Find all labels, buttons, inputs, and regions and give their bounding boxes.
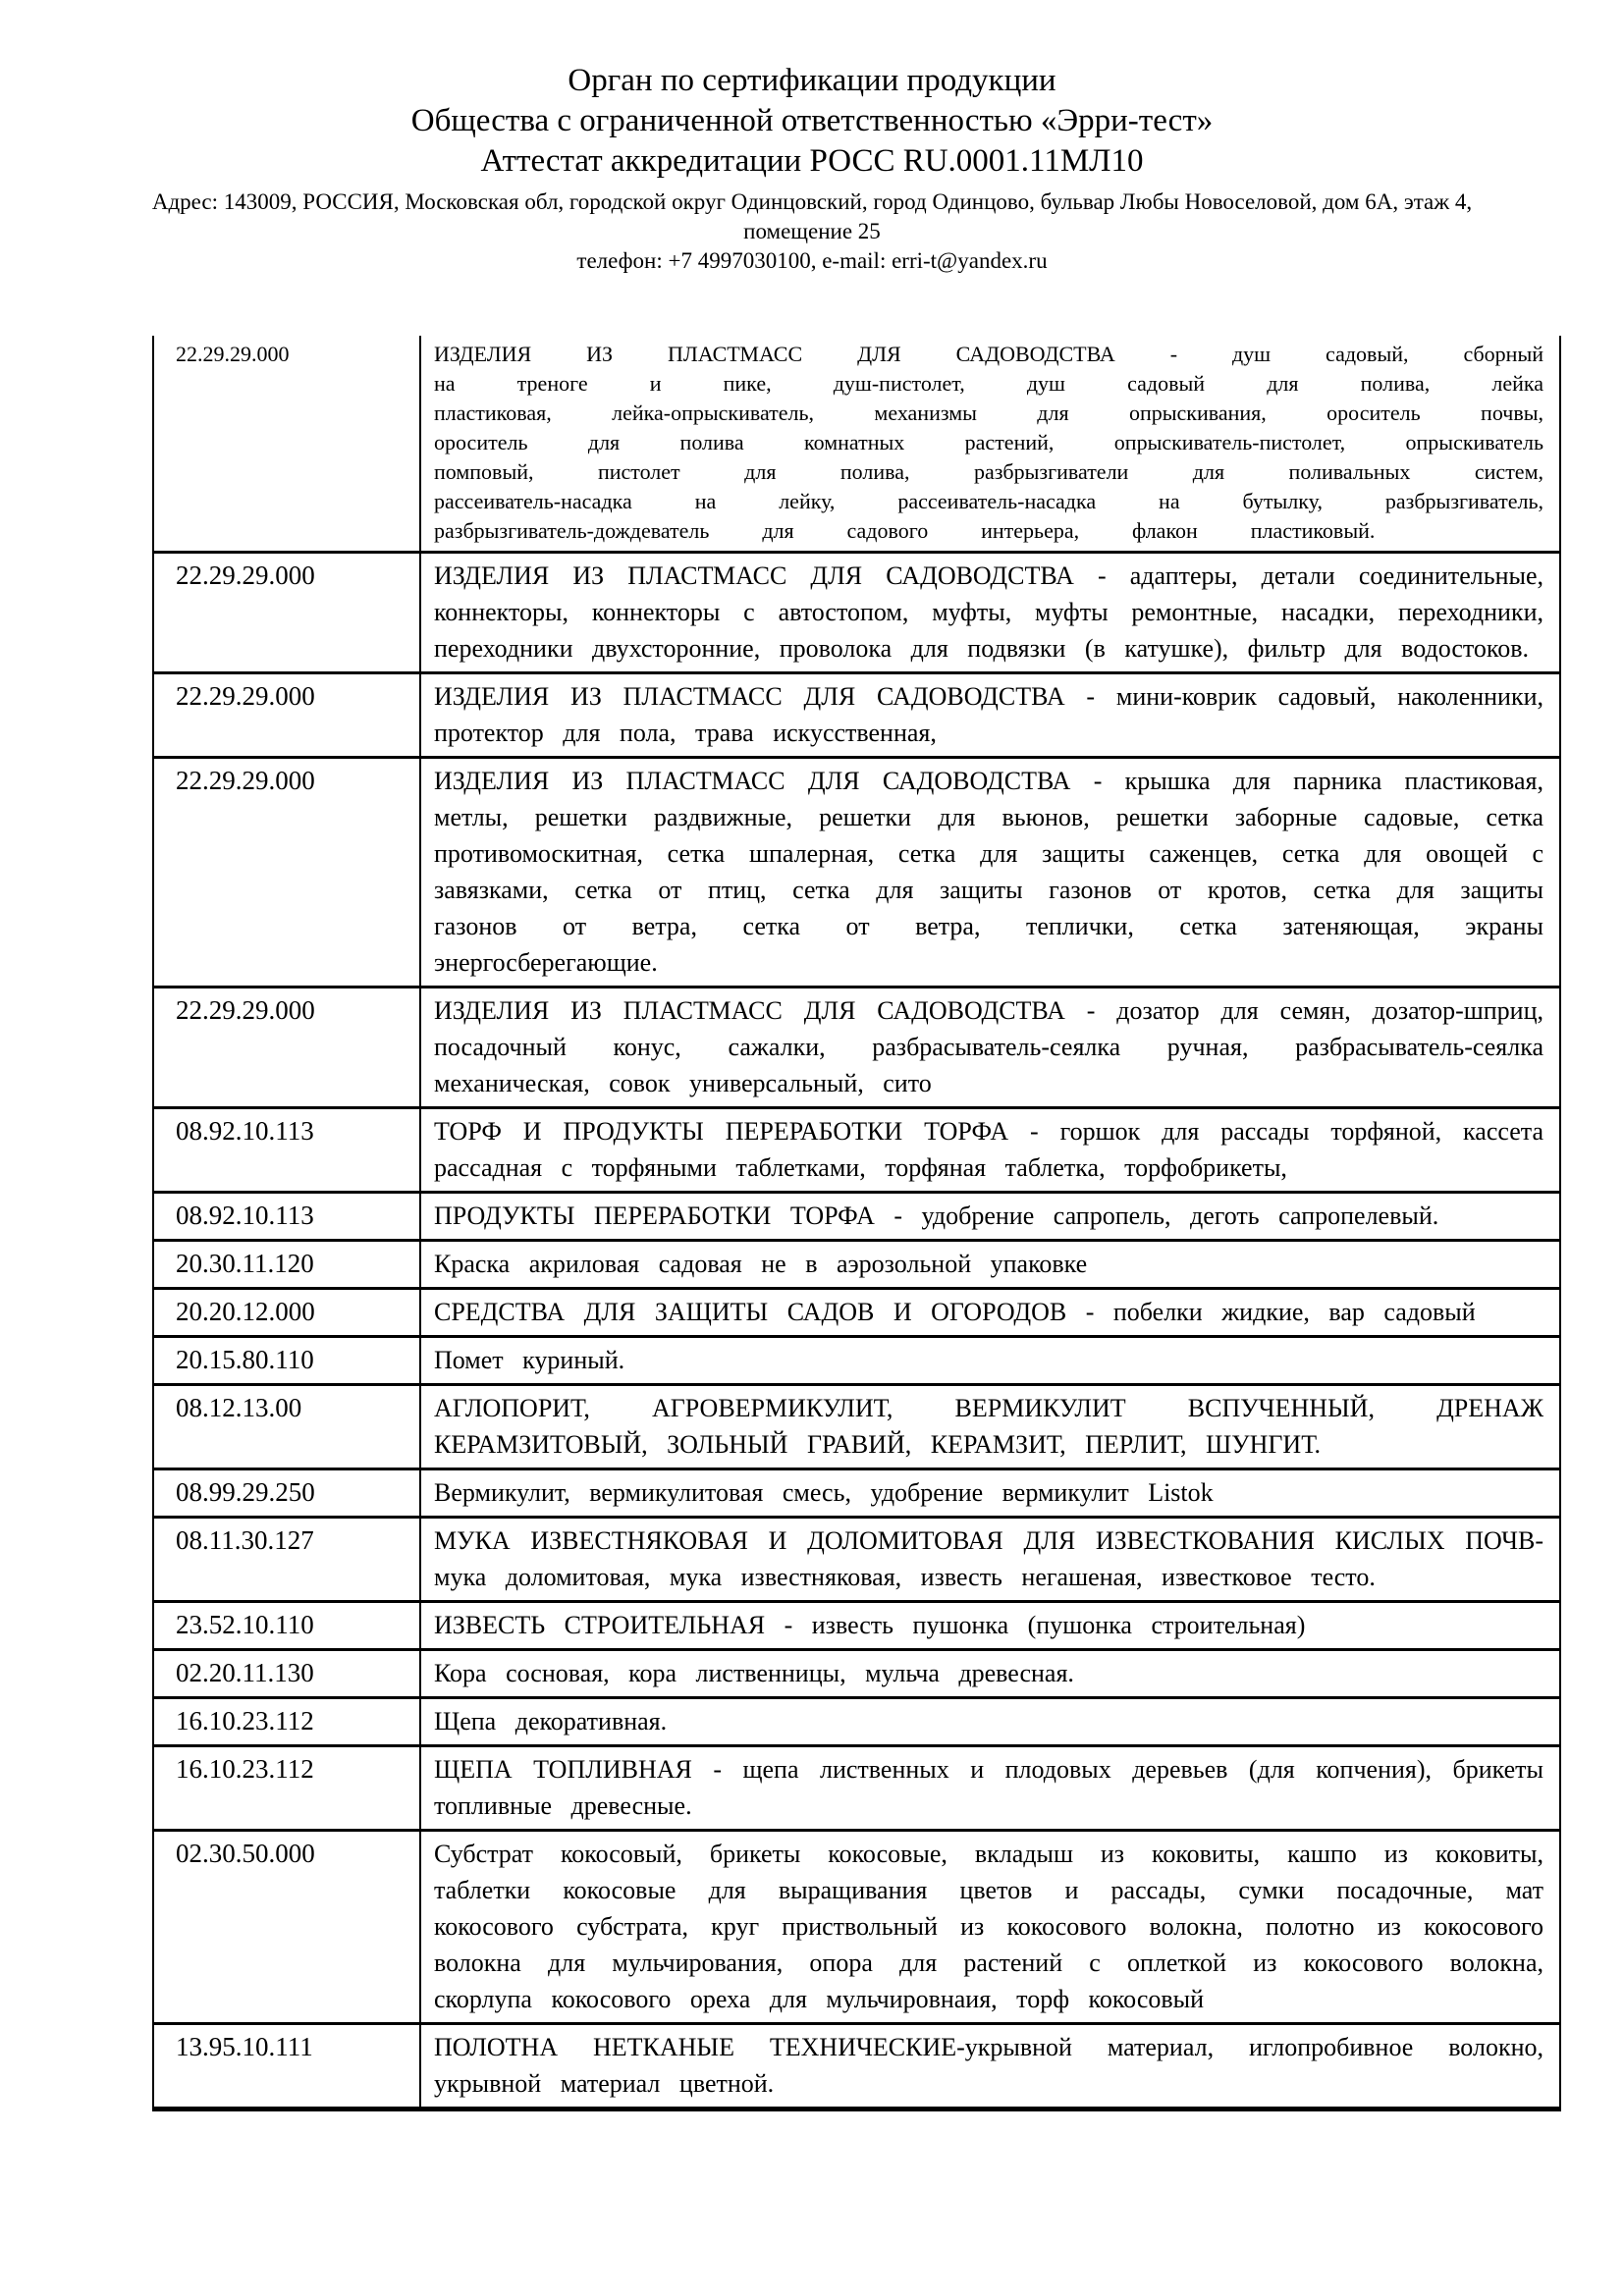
- table-row: [153, 1469, 1560, 1518]
- table-row: [153, 1650, 1560, 1698]
- product-codes-table-body: [153, 336, 1560, 2109]
- product-description-cell: Помет куриный.: [434, 1346, 625, 1374]
- table-row: [153, 673, 1560, 758]
- product-description-cell: Субстрат кокосовый, брикеты кокосовые, вкладыш из коковиты, кашпо из коковиты, таблетки кокосовые для выращивания цветов и рассады, сумки посадочные, мат кокосового субстрата, круг приствольный из кокосового волокна, полотно из кокосового волокна для мульчирования, опора для растений с оплеткой из кокосового волокна, скорлупа кокосового ореха для мульчировнаия, торф кокосовый: [434, 1840, 1543, 2013]
- product-code-cell: 08.92.10.113: [153, 1108, 420, 1193]
- product-code-cell: 02.30.50.000: [153, 1831, 420, 2024]
- product-code-cell: 08.11.30.127: [153, 1518, 420, 1602]
- product-description-cell: ПОЛОТНА НЕТКАНЫЕ ТЕХНИЧЕСКИЕ-укрывной материал, иглопробивное волокно, укрывной материал цветной.: [434, 2033, 1543, 2098]
- product-description-cell: Кора сосновая, кора лиственницы, мульча древесная.: [434, 1659, 1074, 1687]
- product-code-cell: 08.99.29.250: [153, 1469, 420, 1518]
- table-row: [153, 1698, 1560, 1746]
- product-code-cell: 23.52.10.110: [153, 1602, 420, 1650]
- table-row: [153, 2024, 1560, 2109]
- product-description-cell: СРЕДСТВА ДЛЯ ЗАЩИТЫ САДОВ И ОГОРОДОВ - побелки жидкие, вар садовый: [434, 1298, 1476, 1326]
- table-row: [153, 758, 1560, 988]
- table-row: [153, 553, 1560, 673]
- product-description-cell: АГЛОПОРИТ, АГРОВЕРМИКУЛИТ, ВЕРМИКУЛИТ ВСПУЧЕННЫЙ, ДРЕНАЖ КЕРАМЗИТОВЫЙ, ЗОЛЬНЫЙ ГРАВИЙ, КЕРАМЗИТ, ПЕРЛИТ, ШУНГИТ.: [434, 1394, 1543, 1459]
- product-code-cell: 22.29.29.000: [153, 673, 420, 758]
- address-line: Адрес: 143009, РОССИЯ, Московская обл, городской округ Одинцовский, город Одинцово, бульвар Любы Новоселовой, дом 6А, этаж 4,: [151, 189, 1473, 214]
- product-code-cell: 20.30.11.120: [153, 1241, 420, 1289]
- product-code-cell: 20.20.12.000: [153, 1289, 420, 1337]
- product-code-cell: 08.92.10.113: [153, 1193, 420, 1241]
- table-row: [153, 1108, 1560, 1193]
- table-row: [153, 1746, 1560, 1831]
- product-code-cell: 16.10.23.112: [153, 1698, 420, 1746]
- product-description-cell: Щепа декоративная.: [434, 1707, 668, 1735]
- table-row: [153, 1831, 1560, 2024]
- product-codes-table: [152, 336, 1561, 2111]
- product-description-cell: МУКА ИЗВЕСТНЯКОВАЯ И ДОЛОМИТОВАЯ ДЛЯ ИЗВЕСТКОВАНИЯ КИСЛЫХ ПОЧВ-мука доломитовая, мука известняковая, известь негашеная, известковое тесто.: [434, 1526, 1543, 1591]
- certification-body-line: Орган по сертификации продукции: [568, 63, 1056, 98]
- product-description-cell: ПРОДУКТЫ ПЕРЕРАБОТКИ ТОРФА - удобрение сапропель, деготь сапропелевый.: [434, 1201, 1439, 1230]
- table-row: [153, 1385, 1560, 1469]
- product-code-cell: 22.29.29.000: [153, 758, 420, 988]
- phone-email-line: телефон: +7 4997030100, e-mail: erri-t@yandex.ru: [576, 248, 1048, 273]
- table-row: [153, 1193, 1560, 1241]
- product-code-cell: 22.29.29.000: [153, 336, 420, 553]
- table-row: [153, 1602, 1560, 1650]
- product-description-cell: ИЗВЕСТЬ СТРОИТЕЛЬНАЯ - известь пушонка (пушонка строительная): [434, 1611, 1306, 1639]
- table-row: [153, 1518, 1560, 1602]
- product-description-cell: ИЗДЕЛИЯ ИЗ ПЛАСТМАСС ДЛЯ САДОВОДСТВА - адаптеры, детали соединительные, коннекторы, коннекторы с автостопом, муфты, муфты ремонтные, насадки, переходники, переходники двухсторонние, проволока для подвязки (в катушке), фильтр для водостоков.: [434, 561, 1543, 663]
- accreditation-attestation-line: Аттестат аккредитации РОСС RU.0001.11МЛ10: [480, 143, 1144, 179]
- company-name-line: Общества с ограниченной ответственностью «Эрри-тест»: [410, 103, 1214, 138]
- product-code-cell: 08.12.13.00: [153, 1385, 420, 1469]
- product-description-cell: ЩЕПА ТОПЛИВНАЯ - щепа лиственных и плодовых деревьев (для копчения), брикеты топливные древесные.: [434, 1755, 1543, 1820]
- product-code-cell: 22.29.29.000: [153, 553, 420, 673]
- document-header: [0, 0, 1624, 276]
- product-description-cell: Краска акриловая садовая не в аэрозольной упаковке: [434, 1250, 1088, 1278]
- table-row: [153, 1337, 1560, 1385]
- product-description-cell: ИЗДЕЛИЯ ИЗ ПЛАСТМАСС ДЛЯ САДОВОДСТВА - душ садовый, сборный на треноге и пике, душ-пистолет, душ садовый для полива, лейка пластиковая, лейка-опрыскиватель, механизмы для опрыскивания, ороситель почвы, ороситель для полива комнатных растений, опрыскиватель-пистолет, опрыскиватель помповый, пистолет для полива, разбрызгиватели для поливальных систем, рассеиватель-насадка на лейку, рассеиватель-насадка на бутылку, разбрызгиватель, разбрызгиватель-дождеватель для садового интерьера, флакон пластиковый.: [434, 342, 1543, 543]
- product-code-cell: 02.20.11.130: [153, 1650, 420, 1698]
- product-description-cell: ИЗДЕЛИЯ ИЗ ПЛАСТМАСС ДЛЯ САДОВОДСТВА - дозатор для семян, дозатор-шприц, посадочный конус, сажалки, разбрасыватель-сеялка ручная, разбрасыватель-сеялка механическая, совок универсальный, сито: [434, 996, 1543, 1097]
- table-row: [153, 988, 1560, 1108]
- table-row: [153, 1289, 1560, 1337]
- product-description-cell: ТОРФ И ПРОДУКТЫ ПЕРЕРАБОТКИ ТОРФА - горшок для рассады торфяной, кассета рассадная с торфяными таблетками, торфяная таблетка, торфобрикеты,: [434, 1117, 1543, 1182]
- table-row: [153, 336, 1560, 553]
- product-code-cell: 20.15.80.110: [153, 1337, 420, 1385]
- product-code-cell: 22.29.29.000: [153, 988, 420, 1108]
- product-code-cell: 16.10.23.112: [153, 1746, 420, 1831]
- address-premises-line: помещение 25: [743, 219, 881, 243]
- product-code-cell: 13.95.10.111: [153, 2024, 420, 2109]
- product-description-cell: ИЗДЕЛИЯ ИЗ ПЛАСТМАСС ДЛЯ САДОВОДСТВА - мини-коврик садовый, наколенники, протектор для пола, трава искусственная,: [434, 682, 1543, 747]
- table-row: [153, 1241, 1560, 1289]
- product-description-cell: Вермикулит, вермикулитовая смесь, удобрение вермикулит Listok: [434, 1478, 1214, 1507]
- product-description-cell: ИЗДЕЛИЯ ИЗ ПЛАСТМАСС ДЛЯ САДОВОДСТВА - крышка для парника пластиковая, метлы, решетки раздвижные, решетки для вьюнов, решетки заборные садовые, сетка противомоскитная, сетка шпалерная, сетка для защиты саженцев, сетка для овощей с завязками, сетка от птиц, сетка для защиты газонов от кротов, сетка для защиты газонов от ветра, сетка от ветра, теплички, сетка затеняющая, экраны энергосберегающие.: [434, 767, 1543, 977]
